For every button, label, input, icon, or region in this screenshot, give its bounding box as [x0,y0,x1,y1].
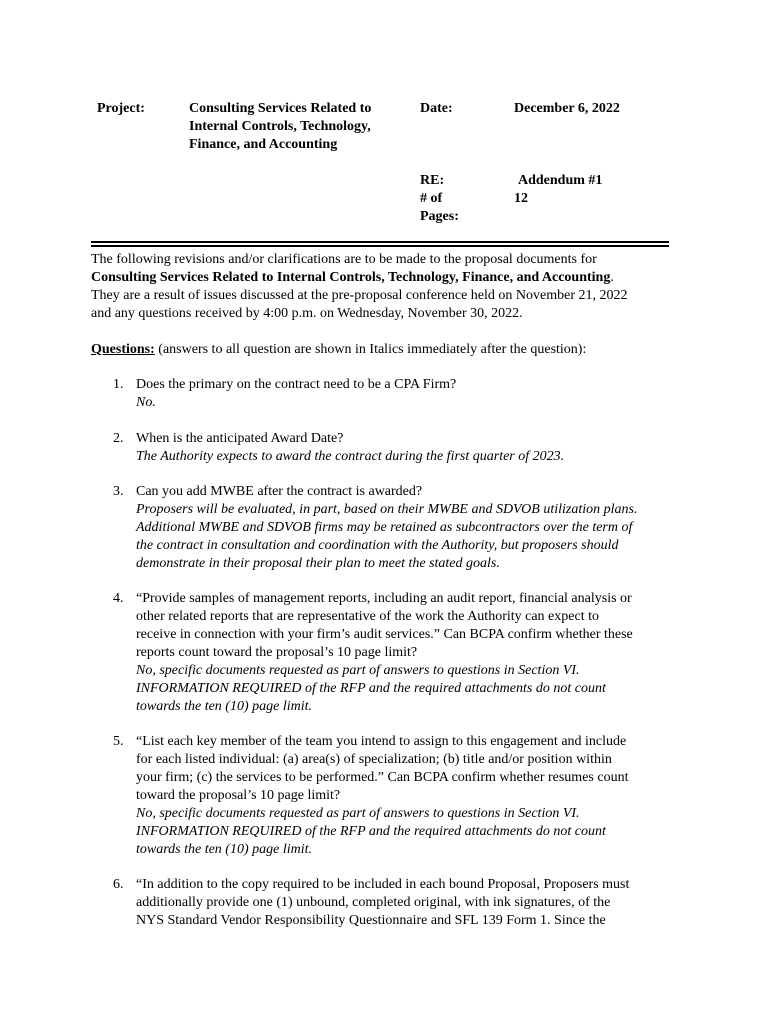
question-line: for each listed individual: (a) area(s) of specialization; (b) title and/or position within [136,752,612,767]
project-value-line: Internal Controls, Technology, [189,119,371,134]
intro-paragraph [91,251,691,323]
question-item [113,430,693,466]
question-item [113,376,693,412]
answer-line: towards the ten (10) page limit. [136,842,313,857]
question-line: receive in connection with your firm’s audit services.” Can BCPA confirm whether these [136,627,633,642]
question-item [113,876,693,930]
answer-line: demonstrate in their proposal their plan to meet the stated goals. [136,556,500,571]
question-number: 2. [113,431,124,446]
intro-punct: . [610,270,614,285]
date-label: Date: [420,101,453,116]
question-number: 4. [113,591,124,606]
intro-project-name: Consulting Services Related to Internal Controls, Technology, Finance, and Accounting [91,270,611,285]
answer-line: Additional MWBE and SDVOB firms may be retained as subcontractors over the term of [136,520,633,535]
answer-line: No, specific documents requested as part of answers to questions in Section VI. [136,663,580,678]
intro-line: They are a result of issues discussed at the pre-proposal conference held on November 21, 2022 [91,288,628,303]
question-line: NYS Standard Vendor Responsibility Questionnaire and SFL 139 Form 1. Since the [136,913,606,928]
page-count: 12 [514,191,528,206]
addendum-number: Addendum #1 [518,173,603,188]
answer-line: towards the ten (10) page limit. [136,699,313,714]
question-number: 3. [113,484,124,499]
question-line: other related reports that are representative of the work the Authority can expect to [136,609,599,624]
intro-line: The following revisions and/or clarifications are to be made to the proposal documents for [91,252,597,267]
questions-heading-label: Questions: [91,342,155,357]
re-value [514,172,602,208]
project-value-line: Finance, and Accounting [189,137,338,152]
question-number: 6. [113,877,124,892]
question-line: additionally provide one (1) unbound, completed original, with ink signatures, of the [136,895,611,910]
answer-line: No, specific documents requested as part of answers to questions in Section VI. [136,806,580,821]
project-value-line: Consulting Services Related to [189,101,372,116]
re-label-line: # of [420,191,443,206]
question-line: Does the primary on the contract need to be a CPA Firm? [136,377,457,392]
re-label-line: Pages: [420,209,459,224]
date-value: December 6, 2022 [514,101,620,116]
question-item [113,733,693,859]
header-divider-bottom [91,245,669,247]
question-line: toward the proposal’s 10 page limit? [136,788,341,803]
intro-line: and any questions received by 4:00 p.m. on Wednesday, November 30, 2022. [91,306,523,321]
questions-heading-text: (answers to all question are shown in Italics immediately after the question): [154,342,587,357]
answer-line: the contract in consultation and coordination with the Authority, but proposers should [136,538,619,553]
re-label [420,172,500,226]
questions-heading [91,341,691,359]
question-number: 5. [113,734,124,749]
question-line: your firm; (c) the services to be performed.” Can BCPA confirm whether resumes count [136,770,629,785]
answer-line: Proposers will be evaluated, in part, based on their MWBE and SDVOB utilization plans. [136,502,638,517]
question-line: When is the anticipated Award Date? [136,431,344,446]
answer-line: No. [136,395,156,410]
answer-line: INFORMATION REQUIRED of the RFP and the required attachments do not count [136,824,606,839]
re-label-line: RE: [420,173,445,188]
question-line: “Provide samples of management reports, including an audit report, financial analysis or [136,591,632,606]
question-item [113,483,693,573]
answer-line: The Authority expects to award the contract during the first quarter of 2023. [136,449,565,464]
question-line: “List each key member of the team you intend to assign to this engagement and include [136,734,627,749]
project-label: Project: [97,101,145,116]
question-number: 1. [113,377,124,392]
header-divider-top [91,241,669,243]
question-line: “In addition to the copy required to be included in each bound Proposal, Proposers must [136,877,630,892]
question-line: Can you add MWBE after the contract is awarded? [136,484,423,499]
question-item [113,590,693,716]
question-line: reports count toward the proposal’s 10 page limit? [136,645,418,660]
project-value [189,100,404,154]
answer-line: INFORMATION REQUIRED of the RFP and the required attachments do not count [136,681,606,696]
